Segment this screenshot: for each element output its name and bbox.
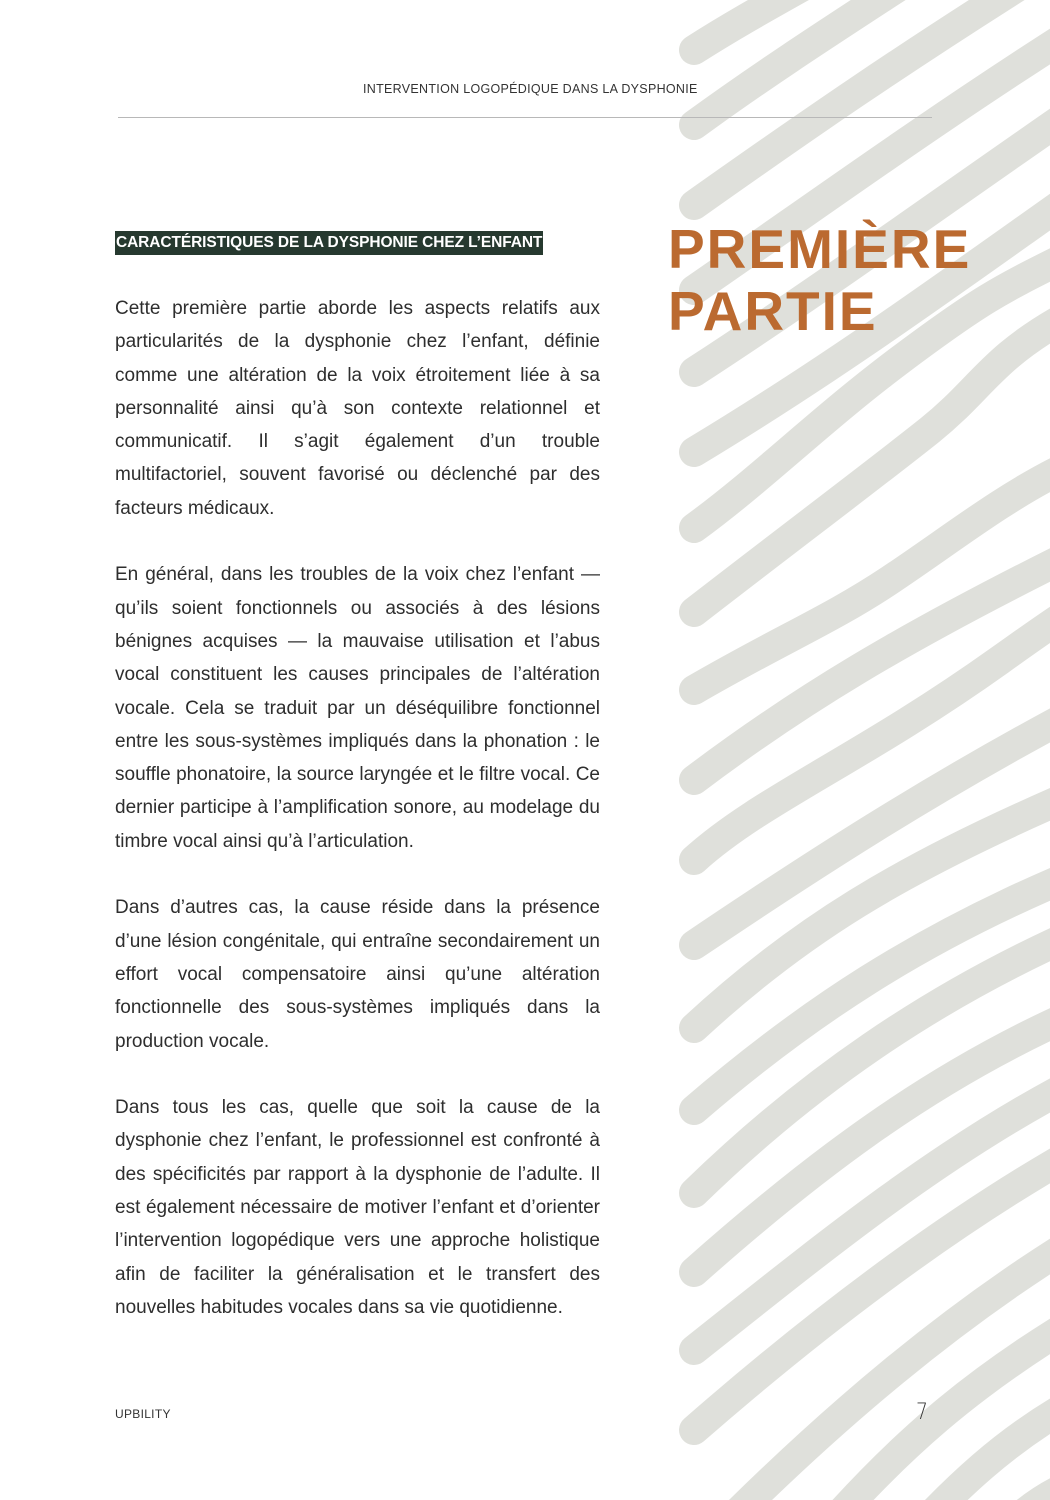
part-title-line-1: PREMIÈRE: [668, 218, 972, 280]
part-title: [668, 218, 971, 342]
paragraph: Dans tous les cas, quelle que soit la cause de la dysphonie chez l’enfant, le professionnel est confronté à des spécificités par rapport à la dysphonie de l’adulte. Il est également nécessaire de motiver l’enfant et d’orienter l’intervention logopédique vers une approche holistique afin de faciliter la généralisation et le transfert des nouvelles habitudes vocales dans sa vie quotidienne.: [115, 1097, 600, 1318]
section-heading-tag: CARACTÉRISTIQUES DE LA DYSPHONIE CHEZ L’ENFANT: [115, 231, 543, 255]
header-divider: [118, 117, 932, 118]
paragraph: Dans d’autres cas, la cause réside dans la présence d’une lésion congénitale, qui entraîne secondairement un effort vocal compensatoire ainsi qu’une altération fonctionnelle des sous-systèmes impliqués dans la production vocale.: [115, 897, 600, 1052]
paragraph: Cette première partie aborde les aspects relatifs aux particularités de la dysphonie chez l’enfant, définie comme une altération de la voix étroitement liée à sa personnalité ainsi qu’à son contexte relationnel et communicatif. Il s’agit également d’un trouble multifactoriel, souvent favorisé ou déclenché par des facteurs médicaux.: [115, 298, 600, 519]
paragraph: En général, dans les troubles de la voix chez l’enfant — qu’ils soient fonctionnels ou associés à des lésions bénignes acquises — la mauvaise utilisation et l’abus vocal constituent les causes principales de l’altération vocale. Cela se traduit par un déséquilibre fonctionnel entre les sous-systèmes impliqués dans la phonation : le souffle phonatoire, la source laryngée et le filtre vocal. Ce dernier participe à l’amplification sonore, au modelage du timbre vocal ainsi qu’à l’articulation.: [115, 564, 600, 852]
part-title-line-2: PARTIE: [668, 280, 878, 342]
page-number: 7: [916, 1400, 928, 1425]
body-text: [115, 292, 600, 1358]
running-header-title: INTERVENTION LOGOPÉDIQUE DANS LA DYSPHONIE: [363, 82, 698, 96]
footer-brand: UPBILITY: [115, 1407, 171, 1421]
